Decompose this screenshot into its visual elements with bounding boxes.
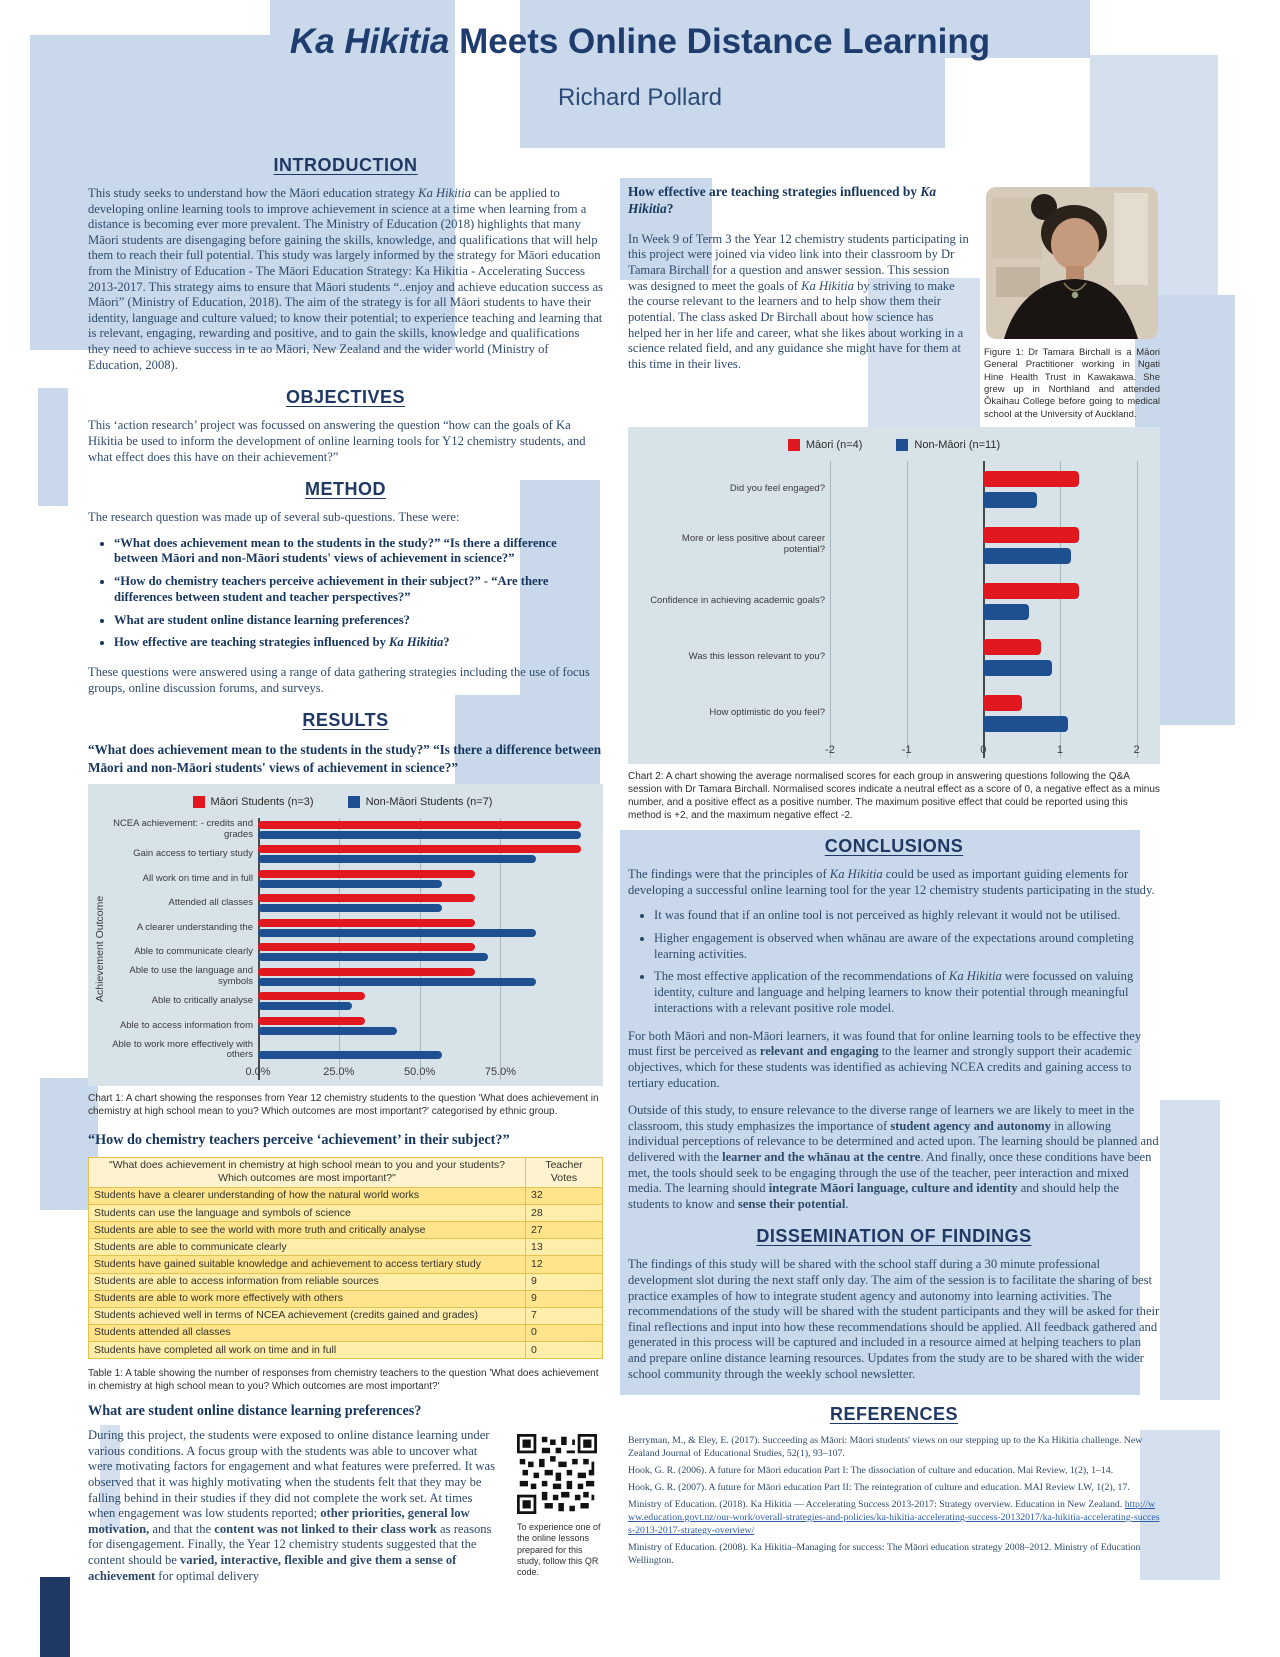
table-row [89, 1307, 603, 1324]
chart1-y-axis-label: Achievement Outcome [94, 895, 106, 1002]
bar-group [258, 1014, 591, 1039]
poster-header [0, 22, 1280, 112]
reference-item: Ministry of Education. (2008). Ka Hikitia–Managing for success: The Māori education strategy 2008–2012. Ministry of Education Wellington. [628, 1541, 1141, 1566]
legend-label: Māori (n=4) [805, 439, 863, 452]
table-cell-votes: 0 [526, 1324, 603, 1341]
bar-group [258, 989, 591, 1014]
category-label: Able to access information from [119, 1019, 253, 1031]
left-column [88, 155, 603, 1594]
bar [258, 953, 488, 961]
table1-caption: Table 1: A table showing the number of responses from chemistry teachers to the question 'What does achievement in chemistry at high school mean to you? Which outcomes are most important?' [88, 1368, 599, 1393]
legend-label: Non-Māori (n=11) [914, 439, 1001, 452]
legend-swatch-icon [193, 796, 205, 808]
conclusions-bullet-list [628, 908, 1160, 1016]
table-row [89, 1256, 603, 1273]
table-cell-outcome: Students have a clearer understanding of how the natural world works [89, 1187, 526, 1204]
category-label: Confidence in achieving academic goals? [650, 594, 825, 606]
bar [258, 992, 365, 1000]
chart2-normalised-scores [628, 427, 1160, 764]
legend-swatch-icon [348, 796, 360, 808]
legend-swatch-icon [788, 439, 800, 451]
table-header-cell: Teacher Votes [526, 1157, 603, 1187]
table-cell-outcome: Students have gained suitable knowledge and achievement to access tertiary study [89, 1256, 526, 1273]
table-cell-outcome: Students attended all classes [89, 1324, 526, 1341]
bar [983, 695, 1021, 711]
legend-item [788, 439, 863, 451]
introduction-text: This study seeks to understand how the Māori education strategy Ka Hikitia can be applied to developing online learning tools to improve achievement in science at a time when learning from a distance is becoming ever more prevalent. The Ministry of Education (2018) highlights that many Māori students are disengaging before gaining the skills, knowledge, and qualifications that will help them to reach their full potential. This study was largely informed by the strategy for Māori education from the Ministry of Education - The Māori Education Strategy: Ka Hikitia - Accelerating Success 2013-2017. This strategy aims to ensure that Māori students “..enjoy and achieve education success as Māori” (Ministry of Education, 2018). The aim of the strategy is for all Māori students to have their identity, language and culture valued; to know their potential; to experience teaching and learning that is relevant, engaging, rewarding and positive, and to gain the skills, knowledge and qualifications they need to achieve success in te ao Māori, New Zealand and the wider world (Ministry of Education, 2008). [88, 186, 603, 372]
table-cell-votes: 12 [526, 1256, 603, 1273]
background-tile [1160, 1100, 1220, 1400]
category-label: How optimistic do you feel? [709, 706, 825, 718]
bar-group [830, 629, 1148, 685]
bar-group [258, 940, 591, 965]
strategies-text: In Week 9 of Term 3 the Year 12 chemistry students participating in this project were joined via video link into their classroom by Dr Tamara Birchall for a question and answer session. This session was designed to meet the goals of Ka Hikitia by striving to make the course relevant to the learners and to help show them their potential. The class asked Dr Birchall about how science has helped her in her life and career, what she likes about working in a science related field, and any guidance she might have for them at this time in their lives. [628, 231, 969, 371]
method-outro-text: These questions were answered using a range of data gathering strategies including the use of focus groups, online discussion forums, and surveys. [88, 665, 590, 695]
table-cell-outcome: Students achieved well in terms of NCEA achievement (credits gained and grades) [89, 1307, 526, 1324]
section-heading-introduction: INTRODUCTION [273, 155, 418, 175]
legend-item [348, 796, 493, 808]
conclusions-bullet: • It was found that if an online tool is not perceived as highly relevant it would not be utilised. [654, 908, 1160, 924]
teacher-votes-table [88, 1157, 603, 1360]
category-label: More or less positive about career potential? [681, 533, 825, 556]
bar [258, 1002, 352, 1010]
chart1-legend [94, 796, 591, 808]
bar-group [258, 1038, 591, 1063]
table-cell-outcome: Students are able to see the world with more truth and critically analyse [89, 1222, 526, 1239]
bar [258, 943, 475, 951]
poster-author: Richard Pollard [557, 84, 723, 111]
table-cell-outcome: Students are able to communicate clearly [89, 1239, 526, 1256]
section-heading-conclusions: CONCLUSIONS [824, 836, 964, 857]
table-cell-votes: 9 [526, 1273, 603, 1290]
table-cell-outcome: Students are able to work more effectively with others [89, 1290, 526, 1307]
table-row [89, 1290, 603, 1307]
table-header-cell: "What does achievement in chemistry at high school mean to you and your students? Which outcomes are most important?" [89, 1157, 526, 1187]
bar [258, 978, 536, 986]
category-label: Able to use the language and symbols [129, 965, 253, 987]
figure1-block [984, 187, 1160, 421]
bar [258, 1027, 397, 1035]
chart1-achievement-outcomes [88, 784, 603, 1086]
table-cell-outcome: Students can use the language and symbols of science [89, 1205, 526, 1222]
background-tile [40, 1577, 70, 1657]
legend-label: Non-Māori Students (n=7) [365, 795, 493, 808]
reference-item: Ministry of Education. (2018). Ka Hikitia — Accelerating Success 2013-2017: Strategy overview. Education in New Zealand. http://www.education.govt.nz/our-work/overall-strategies-and-policies/ka-hikitia-accelerating-success-20132017/ka-hikitia-accelerating-success-2013-2017-strategy-overview/ [628, 1498, 1160, 1536]
dissemination-text: The findings of this study will be shared with the school staff during a 30 minute professional development slot during the next staff only day. The aim of the session is to facilitate the sharing of best practice examples of how to integrate student agency and autonomy into learning activities. The recommendations of the study will be shared with the student participants and they will be asked for their final reflections and input into how these recommendations should be applied. All feedback gathered and generated in this process will be captured and included in a resource aimed at helping teachers to plan and prepare online distance learning resources. Updates from the study are to be shared with the wider school community through the weekly school newsletter. [628, 1257, 1160, 1381]
table-cell-votes: 0 [526, 1342, 603, 1359]
results-question: “What does achievement mean to the students in the study?” “Is there a difference between Māori and non-Māori students' views of achievement in science?” [88, 742, 602, 775]
bar [258, 831, 581, 839]
section-heading-references: REFERENCES [829, 1404, 959, 1425]
axis-tick-label: 1 [1056, 744, 1063, 757]
figure1-caption: Figure 1: Dr Tamara Birchall is a Māori General Practitioner working in Ngati Hine Health Trust in Kawakawa. She grew up in Northland and attended Ōkaihau College before going to medical school at the University of Auckland. [984, 347, 1160, 420]
table-cell-votes: 32 [526, 1187, 603, 1204]
table-cell-outcome: Students have completed all work on time and in full [89, 1342, 526, 1359]
chart1-x-axis-ticks [245, 1063, 591, 1080]
section-heading-objectives: OBJECTIVES [285, 387, 406, 408]
bar [258, 1051, 442, 1059]
chart2-caption: Chart 2: A chart showing the average normalised scores for each group in answering questions following the Q&A session with Dr Tamara Birchall. Normalised scores indicate a neutral effect as a score of 0, a negative effect as a minus number, and a positive effect as a positive number. The maximum positive effect that could be reported using this method is +2, and the maximum negative effect -2. [628, 771, 1160, 822]
table-row [89, 1273, 603, 1290]
legend-item [896, 439, 1000, 451]
bar [258, 919, 475, 927]
category-label: Attended all classes [168, 897, 253, 909]
category-label: Gain access to tertiary study [133, 848, 253, 860]
table-cell-votes: 9 [526, 1290, 603, 1307]
bar [258, 894, 475, 902]
category-label: Able to communicate clearly [134, 946, 253, 958]
bar [258, 870, 475, 878]
figure1-photo [984, 187, 1160, 339]
bar-group [830, 461, 1148, 517]
axis-tick-label: 75.0% [484, 1065, 517, 1078]
poster-title-italic: Ka Hikitia [289, 22, 450, 61]
table-row [89, 1222, 603, 1239]
bar [258, 929, 536, 937]
objectives-text: This ‘action research’ project was focussed on answering the question “how can the goals of Ka Hikitia be used to inform the development of online learning tools for Y12 chemistry students, and what effect does this have on their achievement?” [88, 418, 586, 464]
table-cell-votes: 13 [526, 1239, 603, 1256]
chart2-x-axis-ticks [825, 741, 1148, 758]
strategies-heading: How effective are teaching strategies influenced by Ka Hikitia? [628, 184, 937, 217]
chart1-bars [258, 818, 591, 1063]
method-intro-text: The research question was made up of several sub-questions. These were: [88, 510, 460, 525]
bar [258, 968, 475, 976]
reference-item: Hook, G. R. (2007). A future for Māori education Part II: The reintegration of culture and education. MAI Review LW, 1(2), 17. [628, 1482, 1130, 1494]
qr-code-icon [517, 1434, 597, 1514]
table-row [89, 1187, 603, 1204]
axis-tick-label: 25.0% [323, 1065, 355, 1078]
axis-tick-label: 50.0% [404, 1065, 436, 1078]
axis-tick-label: -1 [901, 744, 912, 757]
axis-tick-label: 0 [980, 744, 987, 757]
bar [983, 527, 1079, 543]
category-label: Did you feel engaged? [729, 482, 825, 494]
method-bullet: • “How do chemistry teachers perceive achievement in their subject?” - “Are there differences between student and teacher perspectives?” [114, 574, 603, 605]
bar [258, 821, 581, 829]
references-list [628, 1435, 1160, 1567]
chart2-legend [640, 439, 1148, 451]
prefs-section [88, 1428, 603, 1594]
chart1-category-labels [108, 818, 258, 1080]
axis-tick-label: 2 [1133, 744, 1140, 757]
axis-tick-label: -2 [825, 744, 835, 757]
axis-tick-label: 0.0% [245, 1065, 271, 1078]
bar-group [830, 517, 1148, 573]
table-cell-votes: 7 [526, 1307, 603, 1324]
poster-title [0, 22, 1280, 62]
section-heading-dissemination: DISSEMINATION OF FINDINGS [756, 1226, 1032, 1247]
category-label: NCEA achievement: - credits and grades [113, 818, 253, 840]
table-cell-outcome: Students are able to access information from reliable sources [89, 1273, 526, 1290]
poster-title-rest: Meets Online Distance Learning [449, 22, 991, 61]
bar-group [258, 965, 591, 990]
teacher-perception-question: “How do chemistry teachers perceive ‘achievement’ in their subject?” [88, 1131, 510, 1148]
right-column [628, 183, 1160, 1572]
conclusions-intro: The findings were that the principles of Ka Hikitia could be used as important guiding elements for developing a successful online learning tool for the year 12 chemistry students participating in the study. [628, 867, 1155, 897]
bar [983, 716, 1067, 732]
table-row [89, 1342, 603, 1359]
table-cell-votes: 28 [526, 1205, 603, 1222]
bar-group [258, 867, 591, 892]
bar [983, 583, 1079, 599]
qr-caption: To experience one of the online lessons prepared for this study, follow this QR code. [517, 1522, 601, 1578]
chart1-caption: Chart 1: A chart showing the responses from Year 12 chemistry students to the question 'What does achievement in chemistry at high school mean to you? Which outcomes are most important?' categorised by ethnic group. [88, 1092, 599, 1117]
conclusions-paragraph-2: For both Māori and non-Māori learners, it was found that for online learning tools to be effective they must first be perceived as relevant and engaging to the learner and strongly support their academic objectives, which for these students was identified as achieving NCEA credits and gaining access to tertiary education. [628, 1028, 1142, 1090]
bar-group [830, 573, 1148, 629]
category-label: Was this lesson relevant to you? [688, 650, 825, 662]
method-bullet: • “What does achievement mean to the students in the study?” “Is there a difference between Māori and non-Māori students' views of achievement in science?” [114, 536, 603, 567]
background-tile [38, 388, 68, 506]
bar [258, 880, 442, 888]
bar [983, 548, 1071, 564]
bar [258, 845, 581, 853]
chart1-plot-area [245, 818, 591, 1080]
category-label: All work on time and in full [142, 872, 253, 884]
legend-label: Māori Students (n=3) [210, 795, 314, 808]
conclusions-bullet: • Higher engagement is observed when whānau are aware of the expectations around completing learning activities. [654, 931, 1160, 962]
prefs-heading: What are student online distance learning preferences? [88, 1403, 422, 1420]
legend-item [193, 796, 314, 808]
table-row [89, 1205, 603, 1222]
method-bullet: • How effective are teaching strategies influenced by Ka Hikitia? [114, 635, 603, 651]
conclusions-bullet: • The most effective application of the recommendations of Ka Hikitia were focussed on valuing identity, culture and language and helping learners to know their potential through meaningful interactions with a relevant positive role model. [654, 969, 1160, 1016]
legend-swatch-icon [896, 439, 908, 451]
bar-group [258, 842, 591, 867]
table-row [89, 1239, 603, 1256]
table-row [89, 1324, 603, 1341]
bar-group [830, 685, 1148, 741]
bar [983, 471, 1079, 487]
bar [258, 855, 536, 863]
bar-group [258, 891, 591, 916]
reference-item: Berryman, M., & Eley, E. (2017). Succeeding as Māori: Māori students' views on our stepping up to the Ka Hikitia challenge. New Zealand Journal of Educational Studies, 52(1), 93–107. [628, 1435, 1143, 1460]
chart2-category-labels [640, 461, 830, 758]
category-label: Able to critically analyse [151, 995, 253, 1007]
prefs-text: During this project, the students were exposed to online distance learning under various conditions. A focus group with the students was able to uncover what were motivating factors for engagement and what features were preferred. It was observed that it was highly motivating when the students felt that they may be falling behind in their studies if they did not complete the work set. At times when engagement was low students reported; other priorities, general low motivation, and that the content was not linked to their class work as reasons for disengagement. Finally, the Year 12 chemistry students suggested that the content should be varied, interactive, flexible and give them a sense of achievement for optimal delivery [88, 1428, 496, 1583]
bar-group [258, 916, 591, 941]
method-bullet-list [88, 536, 603, 651]
bar [983, 660, 1052, 676]
qr-block [517, 1434, 603, 1578]
conclusions-paragraph-3: Outside of this study, to ensure relevance to the diverse range of learners we are likely to meet in the classroom, this study emphasizes the importance of student agency and autonomy in allowing individual perceptions of relevance to be determined and acted upon. The learning should be planned and delivered with the learner and the whānau at the centre. And finally, once these conditions have been met, the tools should seek to be engaging through the use of the teacher, peer interaction and mixed media. The learning should integrate Māori language, culture and identity and should help the students to know and sense their potential. [628, 1103, 1159, 1211]
section-heading-results: RESULTS [302, 710, 389, 731]
bar [258, 1017, 365, 1025]
bar-group [258, 818, 591, 843]
chart2-plot-area [825, 461, 1148, 758]
section-heading-method: METHOD [305, 479, 386, 500]
bar [258, 904, 442, 912]
bar [983, 604, 1029, 620]
chart2-bars [830, 461, 1148, 741]
category-label: A clearer understanding the [136, 921, 253, 933]
bar [983, 639, 1040, 655]
bar [983, 492, 1037, 508]
table-cell-votes: 27 [526, 1222, 603, 1239]
method-bullet: • What are student online distance learning preferences? [114, 613, 603, 629]
category-label: Able to work more effectively with others [112, 1038, 253, 1061]
reference-item: Hook, G. R. (2006). A future for Māori education Part I: The dissociation of culture and education. Mai Review, 1(2), 1–14. [628, 1465, 1114, 1477]
